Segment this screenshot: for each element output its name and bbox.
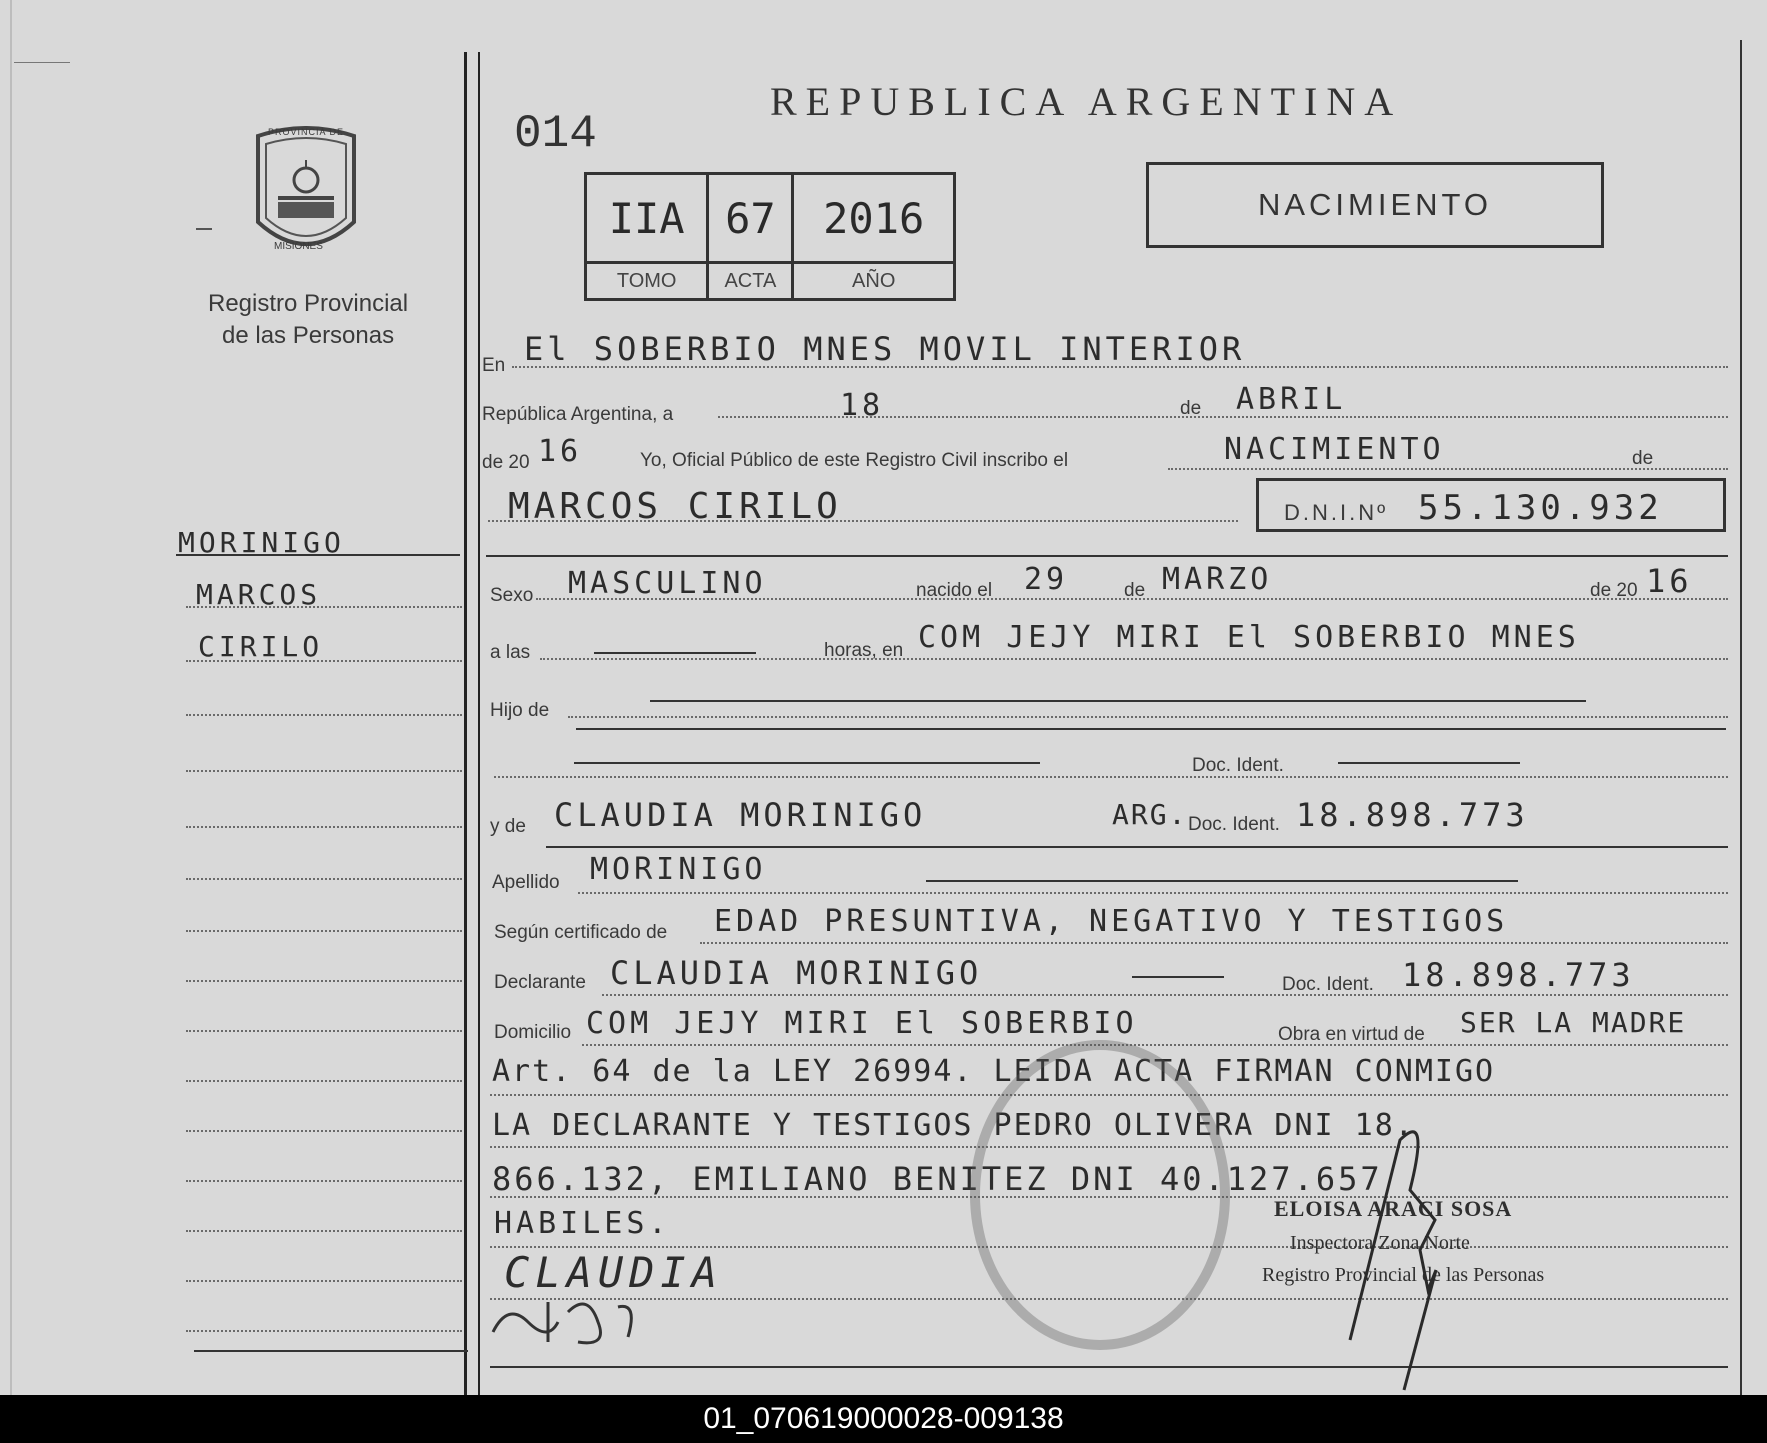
official-name: ELOISA ARACI SOSA (1274, 1196, 1513, 1221)
form-line (718, 416, 1728, 418)
form-line (536, 598, 1728, 600)
place-entry: El SOBERBIO MNES MOVIL INTERIOR (524, 330, 1246, 368)
observations-line-3: 866.132, EMILIANO BENITEZ DNI 40.127.657 (492, 1160, 1383, 1198)
margin-line (186, 878, 462, 880)
surname-entry: MORINIGO (590, 852, 767, 887)
official-stamp (970, 1040, 1230, 1350)
margin-line (186, 930, 462, 932)
anio-value: 2016 (793, 174, 955, 263)
form-line (578, 892, 1728, 894)
margin-line (186, 714, 462, 716)
observations-line-4: HABILES. (494, 1206, 671, 1241)
mother-nationality-entry: ARG. (1112, 798, 1188, 831)
registry-name-line2: de las Personas (222, 322, 395, 349)
seal-text-top: PROVINCIA DE (268, 127, 345, 137)
label-de-3: de (1124, 580, 1146, 601)
declarant-signature: CLAUDIA (504, 1248, 724, 1297)
acta-label: ACTA (708, 263, 793, 300)
margin-line (194, 1350, 468, 1352)
year-entry: 16 (538, 434, 583, 469)
form-line (602, 994, 1728, 996)
address-entry: COM JEJY MIRI El SOBERBIO (586, 1006, 1138, 1041)
edge-mark (196, 228, 212, 230)
margin-line (186, 1330, 462, 1332)
margin-name2: CIRILO (198, 630, 324, 663)
form-line (700, 942, 1728, 944)
file-id-footer: 01_070619000028-009138 (0, 1395, 1767, 1443)
mother-doc-entry: 18.898.773 (1296, 796, 1529, 834)
form-bottom-rule (490, 1366, 1728, 1368)
label-apellido: Apellido (492, 872, 560, 893)
sex-entry: MASCULINO (568, 566, 767, 601)
form-line (546, 846, 1728, 848)
tomo-label: TOMO (586, 263, 708, 300)
tomo-value: IIA (586, 174, 708, 263)
label-horas: horas, en (824, 640, 904, 661)
official-signature-icon (1340, 1100, 1460, 1400)
registry-name-line1: Registro Provincial (208, 290, 409, 317)
hour-blank (594, 652, 756, 654)
margin-divider-inner (478, 52, 480, 1395)
form-line (582, 1044, 1728, 1046)
seal-text-bottom: MISIONES (274, 241, 323, 252)
label-doc-1: Doc. Ident. (1192, 755, 1284, 776)
label-doc-3: Doc. Ident. (1282, 974, 1374, 995)
margin-line (186, 1280, 462, 1282)
label-yo: Yo, Oficial Público de este Registro Civil inscribo el (640, 450, 1069, 471)
declarant-doc-entry: 18.898.773 (1402, 956, 1635, 994)
margin-line (186, 606, 462, 608)
acta-value: 67 (708, 174, 793, 263)
label-a-las: a las (490, 642, 531, 663)
margin-line (186, 826, 462, 828)
label-de-20: de 20 (482, 452, 530, 473)
sheet-left-edge (10, 0, 12, 1395)
fingerprint-signature-icon (488, 1292, 688, 1352)
form-line (568, 716, 1728, 718)
label-hijo: Hijo de (490, 700, 550, 721)
label-nacido: nacido el (916, 580, 993, 601)
day-entry: 18 (840, 388, 885, 423)
father-blank (650, 700, 1586, 702)
anio-label: AÑO (793, 263, 955, 300)
country-title: REPUBLICA ARGENTINA (770, 79, 1403, 124)
label-declarante: Declarante (494, 972, 586, 993)
label-de-1: de (1180, 398, 1202, 419)
father-doc-blank (574, 762, 1040, 764)
label-obra: Obra en virtud de (1278, 1024, 1425, 1045)
declarant-dash (1132, 976, 1224, 978)
label-de-2: de (1632, 448, 1654, 469)
mother-name-entry: CLAUDIA MORINIGO (554, 796, 927, 834)
margin-line (186, 1030, 462, 1032)
label-domicilio: Domicilio (494, 1022, 572, 1043)
official-title: Inspectora Zona Norte (1290, 1232, 1470, 1254)
index-box (584, 172, 956, 301)
birth-day-entry: 29 (1024, 562, 1069, 597)
margin-line (186, 1130, 462, 1132)
form-line (488, 520, 1238, 522)
sheet-right-edge (1740, 40, 1742, 1395)
label-segun: Según certificado de (494, 922, 668, 943)
observations-line-1: Art. 64 de la LEY 26994. LEIDA ACTA FIRMAN CONMIGO (492, 1054, 1496, 1089)
label-dni: D.N.I.Nº (1284, 500, 1389, 525)
label-doc-2: Doc. Ident. (1188, 814, 1280, 835)
child-name-entry: MARCOS CIRILO (508, 486, 842, 527)
father-blank (576, 728, 1726, 730)
margin-line (176, 554, 460, 556)
surname-blank (926, 880, 1518, 882)
margin-name1: MARCOS (196, 578, 322, 611)
margin-surname: MORINIGO (178, 526, 345, 559)
edge-mark (14, 62, 70, 63)
certificate-entry: EDAD PRESUNTIVA, NEGATIVO Y TESTIGOS (714, 904, 1509, 939)
birth-year-entry: 16 (1646, 562, 1693, 600)
form-line (512, 366, 1728, 368)
birth-month-entry: MARZO (1162, 562, 1273, 597)
margin-line (186, 1230, 462, 1232)
act-entry: NACIMIENTO (1224, 432, 1445, 467)
father-doc-blank (1338, 762, 1520, 764)
margin-line (186, 660, 462, 662)
margin-line (186, 770, 462, 772)
label-sexo: Sexo (490, 585, 534, 606)
margin-divider (464, 52, 467, 1395)
label-en: En (482, 355, 506, 376)
label-y-de: y de (490, 816, 526, 837)
section-rule (486, 555, 1728, 557)
sheet-number: 014 (514, 108, 597, 160)
by-virtue-entry: SER LA MADRE (1460, 1006, 1687, 1039)
label-republica: República Argentina, a (482, 404, 674, 425)
official-office: Registro Provincial de las Personas (1262, 1264, 1545, 1286)
declarant-entry: CLAUDIA MORINIGO (610, 954, 983, 992)
margin-line (186, 980, 462, 982)
form-line (494, 776, 1728, 778)
form-line (1168, 468, 1728, 470)
observations-line-2: LA DECLARANTE Y TESTIGOS PEDRO OLIVERA DNI 18. (492, 1108, 1415, 1143)
birth-place-entry: COM JEJY MIRI El SOBERBIO MNES (918, 620, 1580, 655)
dni-entry: 55.130.932 (1418, 488, 1663, 528)
record-type-box: NACIMIENTO (1146, 162, 1604, 248)
margin-line (186, 1180, 462, 1182)
form-line (540, 658, 1728, 660)
month-entry: ABRIL (1236, 382, 1347, 417)
margin-line (186, 1080, 462, 1082)
label-de-20-b: de 20 (1590, 580, 1638, 601)
